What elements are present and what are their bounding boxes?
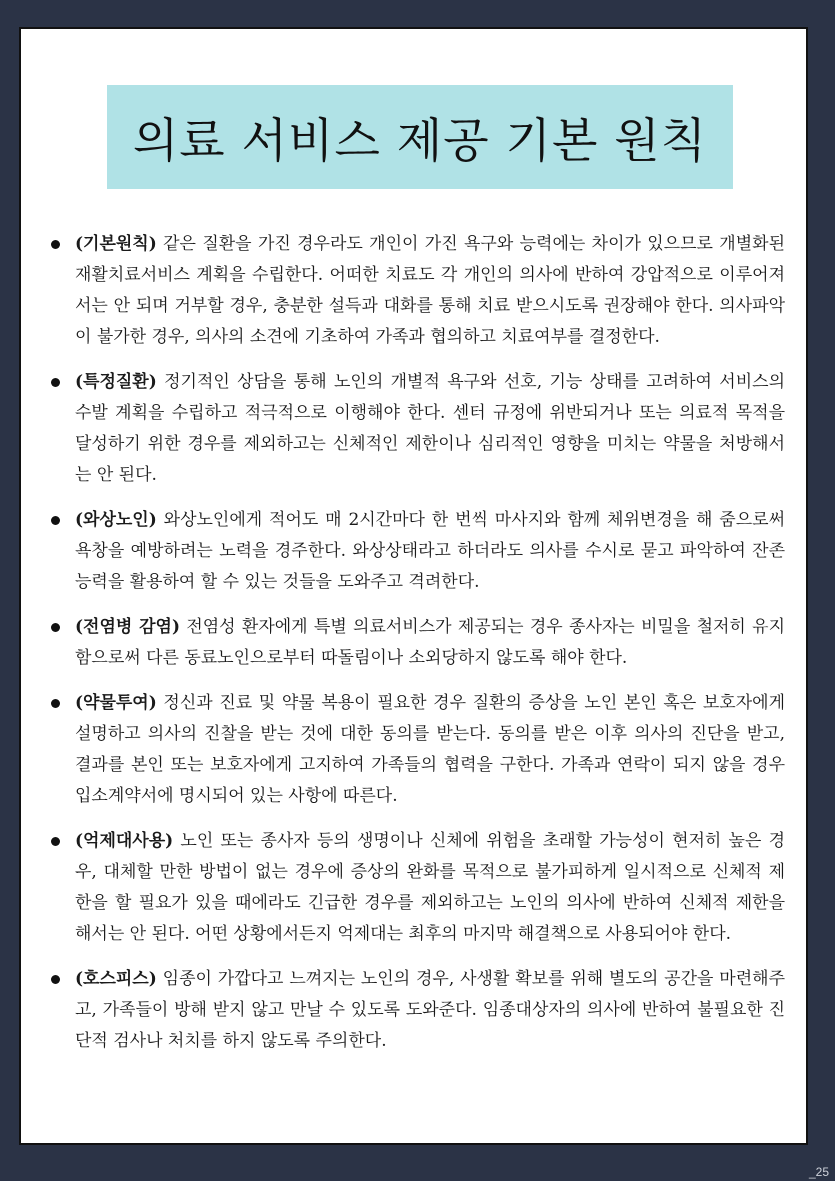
title-banner — [107, 85, 733, 189]
item-tag: (전염병 감염) — [75, 617, 181, 637]
list-item-restraint — [45, 826, 785, 950]
list-item-infection — [45, 612, 785, 674]
bullet-icon — [51, 516, 60, 525]
bullet-icon — [51, 623, 60, 632]
list-item-medication — [45, 688, 785, 812]
item-tag: (억제대사용) — [75, 831, 174, 851]
bullet-icon — [51, 837, 60, 846]
item-tag: (와상노인) — [75, 510, 157, 530]
bullet-icon — [51, 975, 60, 984]
item-text: 노인 또는 종사자 등의 생명이나 신체에 위험을 초래할 가능성이 현저히 높은 경우, 대체할 만한 방법이 없는 경우에 증상의 완화를 목적으로 불가피하게 일시적으로 신체적 제한을 할 필요가 있을 때에라도 긴급한 경우를 제외하고는 노인의 의사에 반하여 신체적 제한을 해서는 안 된다. 어떤 상황에서든지 억제대는 최후의 마지막 해결책으로 사용되어야 한다. — [75, 831, 785, 944]
item-tag: (호스피스) — [75, 969, 157, 989]
item-text: 정신과 진료 및 약물 복용이 필요한 경우 질환의 증상을 노인 본인 혹은 보호자에게 설명하고 의사의 진찰을 받는 것에 대한 동의를 받는다. 동의를 받은 이후 의사의 진단을 받고, 결과를 본인 또는 보호자에게 고지하여 가족들의 협력을 구한다. 가족과 연락이 되지 않을 경우 입소계약서에 명시되어 있는 사항에 따른다. — [75, 693, 785, 806]
bullet-icon — [51, 699, 60, 708]
item-tag: (특정질환) — [75, 372, 157, 392]
document-page — [19, 27, 808, 1145]
item-text: 정기적인 상담을 통해 노인의 개별적 욕구와 선호, 기능 상태를 고려하여 서비스의 수발 계획을 수립하고 적극적으로 이행해야 한다. 센터 규정에 위반되거나 또는 의료적 목적을 달성하기 위한 경우를 제외하고는 신체적인 제한이나 심리적인 영향을 미치는 약물을 처방해서는 안 된다. — [75, 372, 785, 485]
bullet-icon — [51, 240, 60, 249]
principles-list — [45, 229, 785, 1071]
item-tag: (약물투여) — [75, 693, 157, 713]
list-item-hospice — [45, 964, 785, 1057]
item-text: 전염성 환자에게 특별 의료서비스가 제공되는 경우 종사자는 비밀을 철저히 유지함으로써 다른 동료노인으로부터 따돌림이나 소외당하지 않도록 해야 한다. — [75, 617, 785, 668]
list-item-specific-disease — [45, 367, 785, 491]
page-number: _25 — [808, 1165, 829, 1179]
item-text: 와상노인에게 적어도 매 2시간마다 한 번씩 마사지와 함께 체위변경을 해 줌으로써 욕창을 예방하려는 노력을 경주한다. 와상상태라고 하더라도 의사를 수시로 묻고 파악하여 잔존능력을 활용하여 할 수 있는 것들을 도와주고 격려한다. — [75, 510, 785, 592]
item-text: 임종이 가깝다고 느껴지는 노인의 경우, 사생활 확보를 위해 별도의 공간을 마련해주고, 가족들이 방해 받지 않고 만날 수 있도록 도와준다. 임종대상자의 의사에 반하여 불필요한 진단적 검사나 처치를 하지 않도록 주의한다. — [75, 969, 785, 1051]
item-text: 같은 질환을 가진 경우라도 개인이 가진 욕구와 능력에는 차이가 있으므로 개별화된 재활치료서비스 계획을 수립한다. 어떠한 치료도 각 개인의 의사에 반하여 강압적으로 이루어져서는 안 되며 거부할 경우, 충분한 설득과 대화를 통해 치료 받으시도록 권장해야 한다. 의사파악이 불가한 경우, 의사의 소견에 기초하여 가족과 협의하고 치료여부를 결정한다. — [75, 234, 785, 347]
item-tag: (기본원칙) — [75, 234, 157, 254]
list-item-basic-principle — [45, 229, 785, 353]
list-item-bedridden — [45, 505, 785, 598]
page-title: 의료 서비스 제공 기본 원칙 — [132, 113, 708, 169]
bullet-icon — [51, 378, 60, 387]
